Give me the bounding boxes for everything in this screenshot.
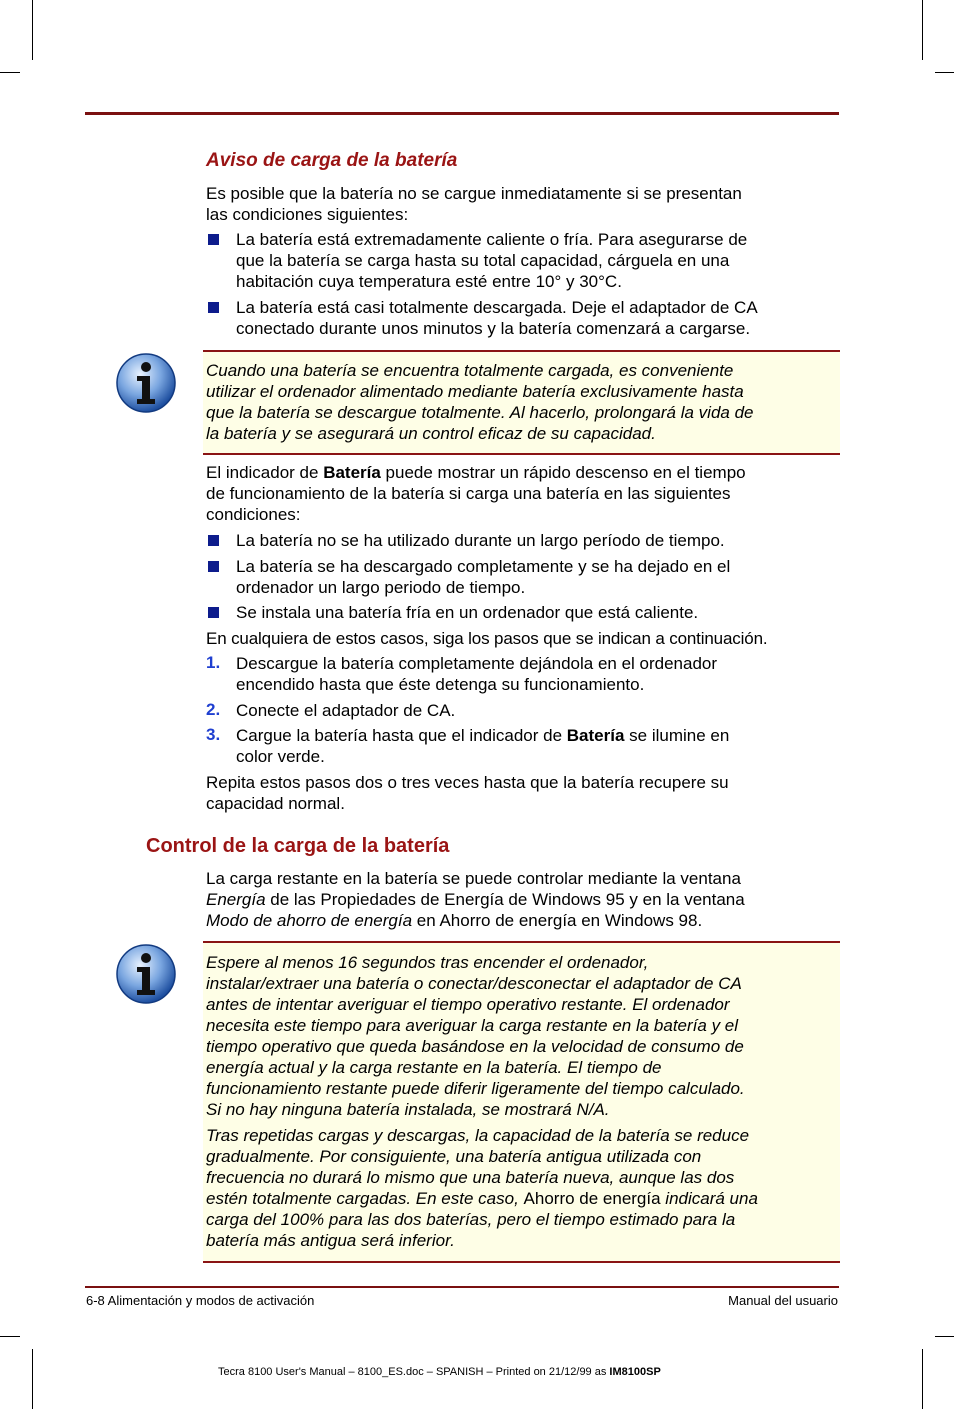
note-text: [206, 360, 836, 444]
text-span: de las Propiedades de Energía de Windows 95 y en la ventana: [265, 890, 745, 909]
text-line: La batería está extremadamente caliente o fría. Para asegurarse de: [236, 230, 748, 249]
text-line: color verde.: [236, 747, 325, 766]
text-line: [206, 1188, 838, 1209]
print-line: [218, 1366, 661, 1378]
bold-term: IM8100SP: [609, 1366, 661, 1378]
text-line: ordenador un largo periodo de tiempo.: [236, 578, 526, 597]
steps-intro: En cualquiera de estos casos, siga los pasos que se indican a continuación.: [206, 629, 768, 648]
text-line: La batería no se ha utilizado durante un largo período de tiempo.: [236, 531, 725, 550]
text-span: Tecra 8100 User's Manual – 8100_ES.doc – SPANISH – Printed on 21/12/99 as: [218, 1366, 610, 1378]
step-number: 3.: [206, 725, 221, 744]
text-line: gradualmente. Por consiguiente, una batería antigua utilizada con: [206, 1147, 702, 1166]
header-rule: [85, 112, 839, 115]
subsection-title: Aviso de carga de la batería: [206, 150, 458, 171]
text-line: Conecte el adaptador de CA.: [236, 701, 456, 720]
text-line: Cuando una batería se encuentra totalmente cargada, es conveniente: [206, 361, 734, 380]
note-text: [206, 952, 838, 1251]
repeat-paragraph: [206, 772, 836, 814]
upright-term: Ahorro de energía: [523, 1189, 661, 1208]
footer-right: Manual del usuario: [728, 1293, 838, 1308]
text-span: Cargue la batería hasta que el indicador de: [236, 726, 567, 745]
crop-mark: [935, 1336, 954, 1337]
crop-mark: [0, 1336, 20, 1337]
info-icon: [115, 352, 177, 414]
step-text: [236, 725, 836, 767]
text-line: capacidad normal.: [206, 794, 345, 813]
text-line: que la batería se descargue totalmente. Al hacerlo, prolongará la vida de: [206, 403, 754, 422]
text-span: indicará una: [660, 1189, 758, 1208]
text-line: la batería y se asegurará un control eficaz de su capacidad.: [206, 424, 656, 443]
text-line: La batería se ha descargado completamente y se ha dejado en el: [236, 557, 731, 576]
list-item: [236, 297, 836, 339]
list-item: [236, 530, 836, 551]
text-line: Se instala una batería fría en un ordenador que está caliente.: [236, 603, 699, 622]
footer-left: 6-8 Alimentación y modos de activación: [86, 1293, 315, 1308]
text-line: Descargue la batería completamente dejándola en el ordenador: [236, 654, 718, 673]
bold-term: Batería: [323, 463, 381, 482]
text-line: frecuencia no durará lo mismo que una batería nueva, aunque las dos: [206, 1168, 735, 1187]
text-line: [206, 910, 836, 931]
text-line: energía actual y la carga restante en la batería. El tiempo de: [206, 1058, 662, 1077]
note-box: [203, 350, 840, 455]
crop-mark: [32, 0, 33, 60]
text-line: Si no hay ninguna batería instalada, se mostrará N/A.: [206, 1100, 610, 1119]
text-line: las condiciones siguientes:: [206, 205, 409, 224]
text-line: de funcionamiento de la batería si carga una batería en las siguientes: [206, 484, 731, 503]
text-line: Tras repetidas cargas y descargas, la capacidad de la batería se reduce: [206, 1126, 750, 1145]
bullet-icon: [208, 234, 219, 245]
text-line: antes de intentar averiguar el tiempo operativo restante. El ordenador: [206, 995, 730, 1014]
text-line: La batería está casi totalmente descargada. Deje el adaptador de CA: [236, 298, 758, 317]
text-line: tiempo operativo que queda basándose en la velocidad de consumo de: [206, 1037, 744, 1056]
text-span: puede mostrar un rápido descenso en el tiempo: [380, 463, 746, 482]
note-box: [203, 941, 840, 1263]
text-line: que la batería se carga hasta su total capacidad, cárguela en una: [236, 251, 730, 270]
text-line: utilizar el ordenador alimentado mediante batería exclusivamente hasta: [206, 382, 744, 401]
text-line: funcionamiento restante puede diferir ligeramente del tiempo calculado.: [206, 1079, 745, 1098]
text-line: La carga restante en la batería se puede controlar mediante la ventana: [206, 869, 741, 888]
text-span: estén totalmente cargadas. En este caso,: [206, 1189, 524, 1208]
italic-term: Energía: [206, 890, 266, 909]
section-paragraph: [206, 868, 836, 931]
info-icon: [115, 943, 177, 1005]
text-line: Espere al menos 16 segundos tras encender el ordenador,: [206, 953, 649, 972]
step-text: [236, 653, 836, 695]
text-line: conectado durante unos minutos y la batería comenzará a cargarse.: [236, 319, 751, 338]
step-number: 1.: [206, 653, 221, 672]
bullet-icon: [208, 535, 219, 546]
text-line: [206, 462, 836, 483]
step-number: 2.: [206, 700, 221, 719]
section-title: Control de la carga de la batería: [146, 835, 450, 857]
text-line: instalar/extraer una batería o conectar/desconectar el adaptador de CA: [206, 974, 742, 993]
crop-mark: [0, 72, 20, 73]
intro-paragraph: [206, 183, 836, 225]
bullet-icon: [208, 561, 219, 572]
bold-term: Batería: [566, 726, 625, 745]
crop-mark: [922, 1349, 923, 1409]
text-span: en Ahorro de energía en Windows 98.: [412, 911, 703, 930]
text-line: encendido hasta que éste detenga su funcionamiento.: [236, 675, 645, 694]
list-item: [236, 602, 836, 623]
crop-mark: [935, 72, 954, 73]
text-line: [206, 889, 836, 910]
text-line: condiciones:: [206, 505, 301, 524]
crop-mark: [922, 0, 923, 60]
text-line: Es posible que la batería no se cargue inmediatamente si se presentan: [206, 184, 742, 203]
indicator-paragraph: [206, 462, 836, 525]
bullet-icon: [208, 607, 219, 618]
crop-mark: [32, 1349, 33, 1409]
text-line: carga del 100% para las dos baterías, pero el tiempo estimado para la: [206, 1210, 736, 1229]
text-line: necesita este tiempo para averiguar la carga restante en la batería y el: [206, 1016, 739, 1035]
list-item: [236, 556, 836, 598]
footer-rule: [85, 1286, 839, 1288]
text-line: Repita estos pasos dos o tres veces hasta que la batería recupere su: [206, 773, 729, 792]
italic-term: Modo de ahorro de energía: [206, 911, 413, 930]
text-span: El indicador de: [206, 463, 324, 482]
text-line: [236, 725, 836, 746]
list-item: [236, 229, 836, 292]
step-text: [236, 700, 836, 721]
bullet-icon: [208, 302, 219, 313]
text-span: se ilumine en: [624, 726, 730, 745]
text-line: batería más antigua será inferior.: [206, 1231, 455, 1250]
text-line: habitación cuya temperatura esté entre 10° y 30°C.: [236, 272, 622, 291]
